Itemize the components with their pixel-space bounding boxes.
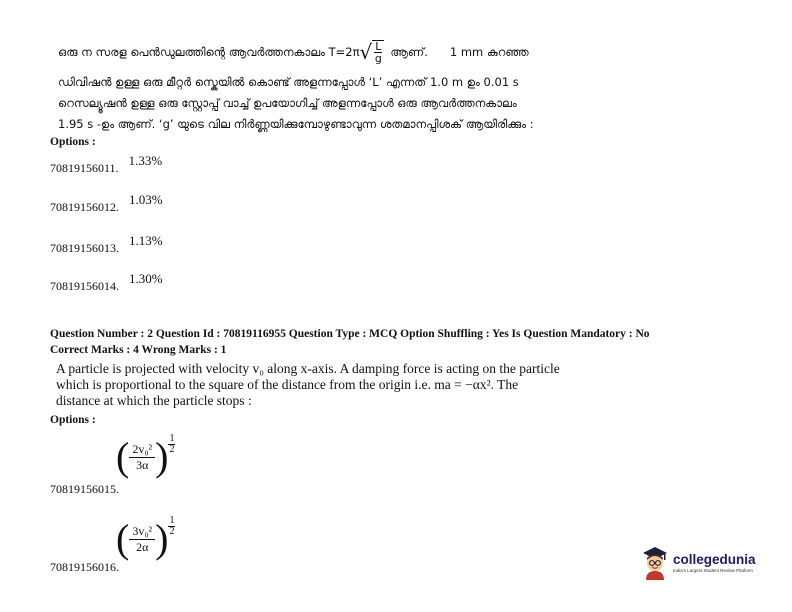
option-exponent-num: 1 bbox=[169, 432, 175, 444]
q1-line4: 1.95 s -ഉം ആണ്. ‘g’ യുടെ വില നിർണ്ണയിക്കുമ്പോഴുണ്ടാവുന്ന ശതമാനപ്പിശക് ആയിരിക്കും : bbox=[58, 117, 534, 131]
q2-options-label: Options : bbox=[50, 414, 96, 426]
q1-line3: റെസല്യൂഷൻ ഉള്ള ഒരു സ്റ്റോപ്പ് വാച്ച് ഉപയോഗിച്ച് അളന്നപ്പോൾ ഒരു ആവർത്തനകാലം bbox=[58, 96, 517, 110]
q1-line1-a: ഒരു ന സരള പെൻഡുലത്തിന്റെ ആവർത്തനകാലം T=2π bbox=[58, 44, 360, 59]
q1-line1 bbox=[58, 40, 529, 64]
q1-formula-num: L bbox=[375, 40, 382, 53]
q2-marks: Correct Marks : 4 Wrong Marks : 1 bbox=[50, 344, 227, 356]
q1-formula-fraction bbox=[372, 40, 384, 64]
q2-option-1-formula: ( $\frac{\text{2v₀²}}{3\alpha}$ ) $\frac{1}{2}$ bbox=[116, 432, 175, 479]
q1-line1-b: ആണ്. bbox=[390, 44, 428, 59]
logo-tagline: India's Largest Student Review Platform bbox=[673, 567, 753, 573]
option-formula-den: 2α bbox=[136, 539, 149, 554]
option-exponent-den: 2 bbox=[169, 443, 175, 455]
q1-option-4[interactable] bbox=[50, 270, 163, 293]
option-id: 70819156014. bbox=[50, 279, 119, 293]
q1-formula-sqrt: √ $\frac{L}{g}$ bbox=[360, 40, 385, 64]
option-value: 1.30% bbox=[129, 271, 163, 286]
q2-option-2-formula: ( $\frac{\text{3v₀²}}{2\alpha}$ ) $\frac{1}{2}$ bbox=[116, 514, 175, 561]
option-value: 1.13% bbox=[129, 233, 163, 248]
q1-options-label: Options : bbox=[50, 136, 96, 148]
q1-option-2[interactable] bbox=[50, 191, 163, 214]
logo-name: collegedunia bbox=[673, 551, 756, 567]
option-formula-num: 2v₀² bbox=[129, 442, 155, 458]
q1-formula-den: g bbox=[374, 52, 382, 65]
option-formula-den: 3α bbox=[136, 457, 149, 472]
option-value: 1.03% bbox=[129, 192, 163, 207]
q1-line2: ഡിവിഷൻ ഉള്ള ഒരു മീറ്റർ സ്കെയിൽ കൊണ്ട് അളന്നപ്പോൾ ‘L’ എന്നത് 1.0 m ഉം 0.01 s bbox=[58, 75, 519, 89]
q1-line1-c: 1 mm കുറഞ്ഞ bbox=[449, 44, 529, 59]
q2-header: Question Number : 2 Question Id : 70819116955 Question Type : MCQ Option Shuffling : Yes Is Question Mandatory : No bbox=[50, 328, 650, 340]
option-id: 70819156011. bbox=[50, 161, 119, 175]
option-value: 1.33% bbox=[128, 153, 163, 168]
q2-option-2[interactable]: 70819156016. bbox=[50, 560, 119, 574]
q1-option-1[interactable] bbox=[50, 152, 163, 175]
collegedunia-logo bbox=[640, 543, 770, 581]
student-mascot-icon bbox=[640, 544, 670, 580]
q2-text-line3: distance at which the particle stops : bbox=[56, 393, 252, 408]
option-id: 70819156013. bbox=[50, 241, 119, 255]
option-exponent-num: 1 bbox=[169, 514, 175, 526]
option-formula-num: 3v₀² bbox=[129, 524, 155, 540]
q2-option-1[interactable]: 70819156015. bbox=[50, 482, 119, 496]
option-id: 70819156012. bbox=[50, 200, 119, 214]
q2-text-line2: which is proportional to the square of the distance from the origin i.e. ma = −αx². The bbox=[56, 377, 519, 392]
q2-text-line1: A particle is projected with velocity v₀ along x-axis. A damping force is acting on the particle bbox=[56, 361, 560, 376]
option-exponent-den: 2 bbox=[169, 525, 175, 537]
q1-option-3[interactable] bbox=[50, 232, 163, 255]
